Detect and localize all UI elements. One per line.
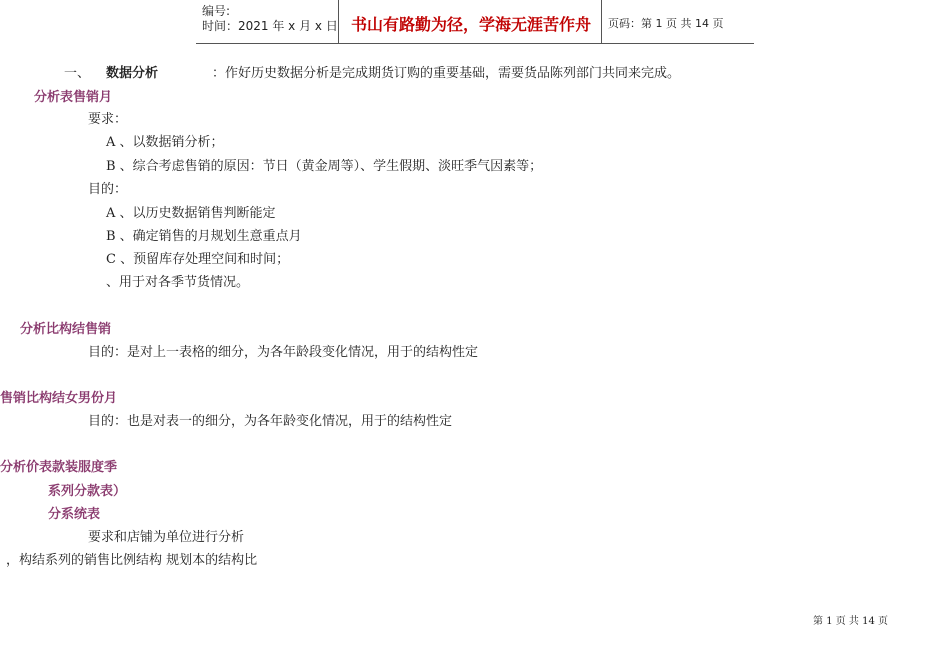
section-title: 数据分析 — [106, 66, 159, 81]
purpose-b: B 、确定销售的月规划生意重点月 — [106, 229, 302, 244]
heading-monthly-sales: 分析表售销月 — [34, 90, 113, 105]
purpose-a: A 、以历史数据销售判断能定 — [106, 206, 276, 221]
header-page-label: 页码：第 1 页 共 14 页 — [608, 17, 724, 30]
header-motto-cell — [339, 0, 602, 43]
purpose-d: 、用于对各季节货情况。 — [106, 275, 250, 290]
heading-gender-structure: 售销比构结女男份月 — [0, 391, 118, 406]
doc-id-label: 编号: — [202, 4, 231, 18]
header-info-cell — [196, 0, 339, 43]
requirement-label: 要求： — [88, 112, 128, 127]
heading-seasonal-price: 分析价表款装服度季 — [0, 460, 118, 475]
footer-page-number: 第 1 页 共 14 页 — [813, 616, 888, 627]
section-description: ：作好历史数据分析是完成期货订购的重要基础，需要货品陈列部门共同来完成。 — [212, 66, 681, 81]
page-header — [196, 0, 754, 44]
subheading-series: 系列分款表） — [48, 484, 127, 499]
section-number: 一、 — [64, 66, 91, 81]
requirement-b: B 、综合考虑售销的原因：节日（黄金周等）、学生假期、淡旺季气因素等； — [106, 159, 543, 174]
heading-sales-structure: 分析比构结售销 — [20, 322, 112, 337]
seasonal-structure-text: ，构结系列的销售比例结构 规划本的结构比 — [6, 553, 258, 568]
subheading-system: 分系统表 — [48, 507, 101, 522]
requirement-a: A 、以数据销分析； — [106, 135, 224, 150]
seasonal-requirement-text: 要求和店铺为单位进行分析 — [88, 530, 245, 545]
purpose-c: C 、预留库存处理空间和时间； — [106, 252, 290, 267]
doc-time-label: 时间：2021 年 x 月 x 日 — [202, 19, 338, 33]
gender-structure-text: 目的：也是对表一的细分，为各年龄变化情况，用于的结构性定 — [88, 414, 453, 429]
header-page-cell — [602, 0, 754, 43]
motto-text: 书山有路勤为径，学海无涯苦作舟 — [351, 15, 592, 34]
purpose-label: 目的： — [88, 182, 128, 197]
sales-structure-text: 目的：是对上一表格的细分，为各年龄段变化情况，用于的结构性定 — [88, 345, 479, 360]
